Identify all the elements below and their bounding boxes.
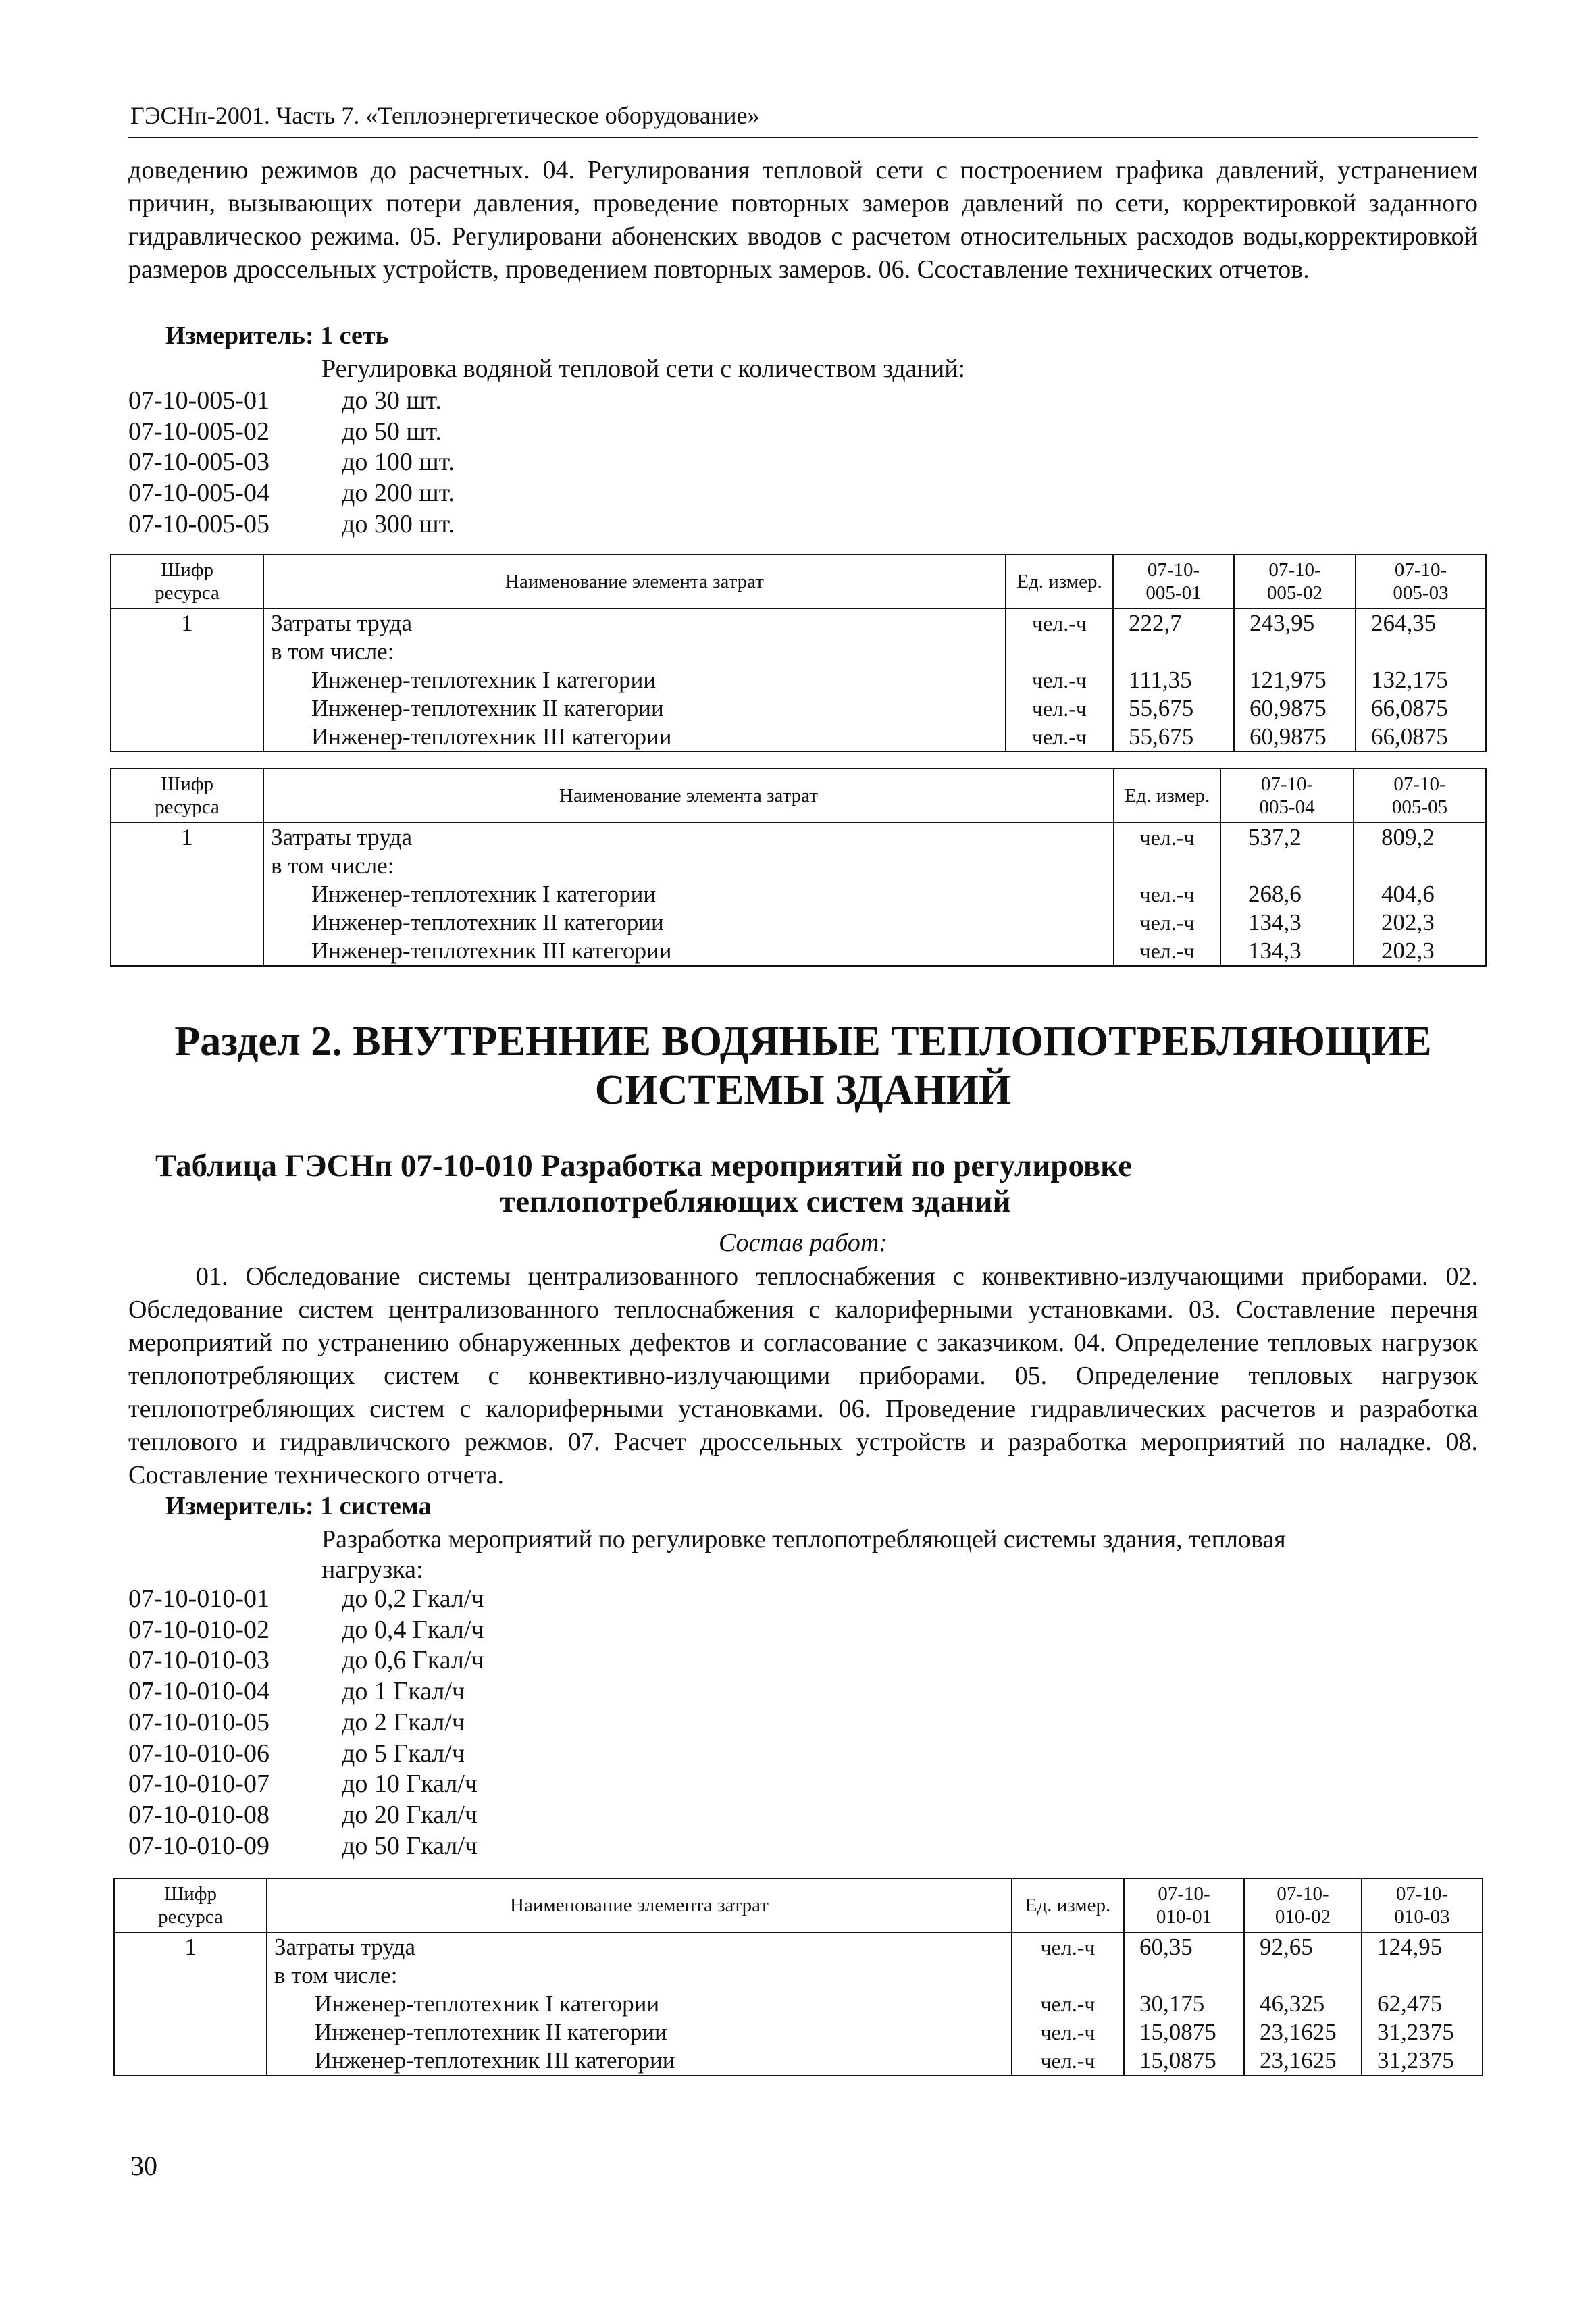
table-row <box>114 1932 1483 1961</box>
cell-unit: чел.-ч <box>1114 880 1220 908</box>
table-row <box>111 880 1486 908</box>
header-norm-code: 07-10- 010-01 <box>1124 1878 1244 1932</box>
code: 07-10-010-05 <box>128 1707 269 1737</box>
code-row <box>128 386 455 417</box>
cell-name: Инженер-теплотехник I категории <box>267 1990 1012 2018</box>
table-row <box>111 937 1486 966</box>
cell-value: 31,2375 <box>1362 2018 1483 2047</box>
header-unit: Ед. измер. <box>1006 555 1113 609</box>
table-row <box>111 638 1486 666</box>
cell-value: 202,3 <box>1354 908 1486 937</box>
cell-resource <box>114 2047 267 2076</box>
cell-value: 60,35 <box>1124 1932 1244 1961</box>
header-norm-code: 07-10- 005-03 <box>1356 555 1486 609</box>
code-row <box>128 1707 484 1739</box>
measure-label: Измеритель: 1 система <box>165 1492 432 1520</box>
code-desc: до 0,4 Гкал/ч <box>342 1615 484 1644</box>
header-resource-code: Шифр ресурса <box>111 555 263 609</box>
cell-resource <box>114 1961 267 1990</box>
table-row <box>111 723 1486 752</box>
table-row <box>111 852 1486 880</box>
code-desc: до 300 шт. <box>342 509 455 538</box>
resource-table-005-04-05 <box>110 768 1487 967</box>
code-desc: до 30 шт. <box>342 386 442 415</box>
cell-name: Затраты труда <box>263 823 1114 852</box>
cell-value: 60,9875 <box>1234 723 1356 752</box>
cell-unit <box>1114 852 1220 880</box>
cell-value <box>1362 1961 1483 1990</box>
cell-value <box>1124 1961 1244 1990</box>
code: 07-10-005-02 <box>128 417 269 446</box>
table-title <box>155 1148 1452 1220</box>
cell-value: 31,2375 <box>1362 2047 1483 2076</box>
cell-value: 537,2 <box>1220 823 1354 852</box>
code: 07-10-010-08 <box>128 1800 269 1829</box>
code-row <box>128 1769 484 1800</box>
cell-value: 121,975 <box>1234 666 1356 694</box>
cell-value: 264,35 <box>1356 609 1486 638</box>
resource-table-005-01-03 <box>110 554 1487 752</box>
table-title-line: Таблица ГЭСНп 07-10-010 Разработка мероприятий по регулировке <box>155 1148 1132 1183</box>
codes-intro: нагрузка: <box>321 1555 423 1584</box>
cell-value: 55,675 <box>1113 694 1234 723</box>
cell-resource: 1 <box>111 823 263 852</box>
cell-value: 46,325 <box>1244 1990 1362 2018</box>
cell-name: Затраты труда <box>267 1932 1012 1961</box>
cell-unit: чел.-ч <box>1114 908 1220 937</box>
table-row <box>111 694 1486 723</box>
code-row <box>128 417 455 448</box>
cell-value: 62,475 <box>1362 1990 1483 2018</box>
header-norm-code: 07-10- 005-01 <box>1113 555 1234 609</box>
code-row <box>128 1831 484 1862</box>
cell-value <box>1234 638 1356 666</box>
cell-value: 134,3 <box>1220 908 1354 937</box>
section-title <box>128 1017 1478 1114</box>
cell-unit <box>1006 638 1113 666</box>
cell-name: в том числе: <box>263 852 1114 880</box>
code-desc: до 5 Гкал/ч <box>342 1739 465 1768</box>
cell-value: 15,0875 <box>1124 2047 1244 2076</box>
cell-value: 30,175 <box>1124 1990 1244 2018</box>
code-desc: до 10 Гкал/ч <box>342 1770 478 1799</box>
cell-unit: чел.-ч <box>1114 937 1220 966</box>
intro-paragraph: доведению режимов до расчетных. 04. Регулирования тепловой сети с построением графика давлений, устранением причин, вызывающих потери давления, проведение повторных замеров давлений по сети, корректировкой заданного гидравлическоо режима. 05. Регулировани абоненских вводов с расчетом относительных расходов воды,корректировкой размеров дроссельных устройств, проведением повторных замеров. 06. Ссоставление технических отчетов. <box>128 156 1478 284</box>
table-row <box>114 1990 1483 2018</box>
code-row <box>128 509 455 540</box>
cell-name: Инженер-теплотехник I категории <box>263 666 1006 694</box>
cell-unit: чел.-ч <box>1006 666 1113 694</box>
table-row <box>111 666 1486 694</box>
code: 07-10-005-04 <box>128 479 269 508</box>
code: 07-10-010-02 <box>128 1615 269 1644</box>
cell-unit: чел.-ч <box>1114 823 1220 852</box>
code: 07-10-010-03 <box>128 1646 269 1675</box>
header-cost-element: Наименование элемента затрат <box>263 769 1114 823</box>
cell-name: Инженер-теплотехник II категории <box>267 2018 1012 2047</box>
code-row <box>128 1800 484 1831</box>
table-row <box>114 2018 1483 2047</box>
cell-value: 134,3 <box>1220 937 1354 966</box>
code-desc: до 2 Гкал/ч <box>342 1707 465 1737</box>
code-row <box>128 1645 484 1676</box>
code-row <box>128 1615 484 1646</box>
codes-list-005 <box>128 386 455 540</box>
code-desc: до 50 шт. <box>342 417 442 446</box>
code-row <box>128 1739 484 1770</box>
cell-unit: чел.-ч <box>1006 609 1113 638</box>
codes-intro: Регулировка водяной тепловой сети с количеством зданий: <box>321 355 966 383</box>
header-norm-code: 07-10- 005-02 <box>1234 555 1356 609</box>
cell-value <box>1220 852 1354 880</box>
header-unit: Ед. измер. <box>1114 769 1220 823</box>
cell-name: в том числе: <box>267 1961 1012 1990</box>
works-paragraph: 01. Обследование системы централизованного теплоснабжения с конвективно-излучающими приборами. 02. Обследование систем централизованного теплоснабжения с калориферными установками. 03. Составление перечня мероприятий по устранению обнаруженных дефектов и согласование с заказчиком. 04. Определение тепловых нагрузок теплопотребляющих систем с конвективно-излучающими приборами. 05. Определение тепловых нагрузок теплопотребляющих систем с калориферными установками. 06. Проведение гидравлических расчетов и разработка теплового и гидравличского режмов. 07. Расчет дроссельных устройств и разработка мероприятий по наладке. 08. Составление технического отчета. <box>128 1262 1478 1489</box>
code-desc: до 200 шт. <box>342 479 455 508</box>
header-norm-code: 07-10- 005-04 <box>1220 769 1354 823</box>
cell-resource <box>114 1990 267 2018</box>
composition-heading: Состав работ: <box>718 1229 888 1257</box>
cell-value: 23,1625 <box>1244 2047 1362 2076</box>
cell-unit: чел.-ч <box>1012 1932 1124 1961</box>
cell-unit: чел.-ч <box>1012 1990 1124 2018</box>
cell-name: Инженер-теплотехник II категории <box>263 908 1114 937</box>
cell-value: 15,0875 <box>1124 2018 1244 2047</box>
header-resource-code: Шифр ресурса <box>114 1878 267 1932</box>
table-title-line: теплопотребляющих систем зданий <box>500 1184 1011 1219</box>
cell-value: 23,1625 <box>1244 2018 1362 2047</box>
cell-name: Инженер-теплотехник III категории <box>263 723 1006 752</box>
cell-value: 60,9875 <box>1234 694 1356 723</box>
cell-value: 404,6 <box>1354 880 1486 908</box>
codes-intro: Разработка мероприятий по регулировке теплопотребляющей системы здания, тепловая <box>321 1525 1286 1553</box>
cell-resource <box>114 2018 267 2047</box>
cell-unit: чел.-ч <box>1006 723 1113 752</box>
code-row <box>128 478 455 509</box>
table-row <box>111 609 1486 638</box>
code: 07-10-010-01 <box>128 1585 269 1613</box>
code-desc: до 20 Гкал/ч <box>342 1800 478 1829</box>
code: 07-10-005-05 <box>128 509 269 538</box>
header-unit: Ед. измер. <box>1012 1878 1124 1932</box>
section-title-line: СИСТЕМЫ ЗДАНИЙ <box>594 1067 1012 1113</box>
cell-value: 202,3 <box>1354 937 1486 966</box>
code-desc: до 0,6 Гкал/ч <box>342 1646 484 1675</box>
cell-unit: чел.-ч <box>1012 2018 1124 2047</box>
cell-value: 268,6 <box>1220 880 1354 908</box>
cell-resource <box>111 852 263 880</box>
cell-name: Инженер-теплотехник III категории <box>263 937 1114 966</box>
cell-value: 66,0875 <box>1356 694 1486 723</box>
code-row <box>128 447 455 478</box>
cell-value: 55,675 <box>1113 723 1234 752</box>
header-resource-code: Шифр ресурса <box>111 769 263 823</box>
running-header: ГЭСНп-2001. Часть 7. «Теплоэнергетическое оборудование» <box>130 102 760 129</box>
cell-value <box>1356 638 1486 666</box>
code: 07-10-010-04 <box>128 1677 269 1706</box>
header-norm-code: 07-10- 010-03 <box>1362 1878 1483 1932</box>
cell-value: 809,2 <box>1354 823 1486 852</box>
cell-resource: 1 <box>111 609 263 638</box>
cell-resource <box>111 666 263 694</box>
cell-value <box>1244 1961 1362 1990</box>
cell-name: в том числе: <box>263 638 1006 666</box>
table-row <box>114 2047 1483 2076</box>
cell-resource <box>111 638 263 666</box>
section-title-line: Раздел 2. ВНУТРЕННИЕ ВОДЯНЫЕ ТЕПЛОПОТРЕБЛЯЮЩИЕ <box>174 1019 1432 1064</box>
cell-name: Затраты труда <box>263 609 1006 638</box>
table-row <box>114 1961 1483 1990</box>
code: 07-10-010-07 <box>128 1770 269 1799</box>
cell-unit: чел.-ч <box>1012 2047 1124 2076</box>
code-desc: до 1 Гкал/ч <box>342 1677 465 1706</box>
cell-value: 92,65 <box>1244 1932 1362 1961</box>
cell-resource <box>111 880 263 908</box>
code-desc: до 50 Гкал/ч <box>342 1831 478 1860</box>
table-row <box>111 823 1486 852</box>
cell-resource <box>111 723 263 752</box>
resource-table-010-01-03 <box>113 1878 1483 2076</box>
codes-list-010 <box>128 1584 484 1861</box>
code-row <box>128 1584 484 1615</box>
cell-resource: 1 <box>114 1932 267 1961</box>
cell-value: 243,95 <box>1234 609 1356 638</box>
header-cost-element: Наименование элемента затрат <box>263 555 1006 609</box>
cell-value: 132,175 <box>1356 666 1486 694</box>
header-divider <box>128 137 1478 138</box>
cell-value <box>1113 638 1234 666</box>
header-cost-element: Наименование элемента затрат <box>267 1878 1012 1932</box>
cell-unit <box>1012 1961 1124 1990</box>
cell-value: 222,7 <box>1113 609 1234 638</box>
header-norm-code: 07-10- 010-02 <box>1244 1878 1362 1932</box>
cell-name: Инженер-теплотехник II категории <box>263 694 1006 723</box>
cell-name: Инженер-теплотехник I категории <box>263 880 1114 908</box>
code: 07-10-010-09 <box>128 1831 269 1860</box>
code-desc: до 0,2 Гкал/ч <box>342 1585 484 1613</box>
cell-name: Инженер-теплотехник III категории <box>267 2047 1012 2076</box>
code-row <box>128 1676 484 1707</box>
cell-resource <box>111 937 263 966</box>
code: 07-10-005-03 <box>128 448 269 477</box>
cell-resource <box>111 908 263 937</box>
cell-value: 66,0875 <box>1356 723 1486 752</box>
cell-resource <box>111 694 263 723</box>
code: 07-10-005-01 <box>128 386 269 415</box>
header-norm-code: 07-10- 005-05 <box>1354 769 1486 823</box>
cell-value: 111,35 <box>1113 666 1234 694</box>
page-number: 30 <box>130 2151 157 2181</box>
measure-label: Измеритель: 1 сеть <box>165 322 389 350</box>
cell-value: 124,95 <box>1362 1932 1483 1961</box>
table-row <box>111 908 1486 937</box>
code-desc: до 100 шт. <box>342 448 455 477</box>
code: 07-10-010-06 <box>128 1739 269 1768</box>
cell-unit: чел.-ч <box>1006 694 1113 723</box>
cell-value <box>1354 852 1486 880</box>
